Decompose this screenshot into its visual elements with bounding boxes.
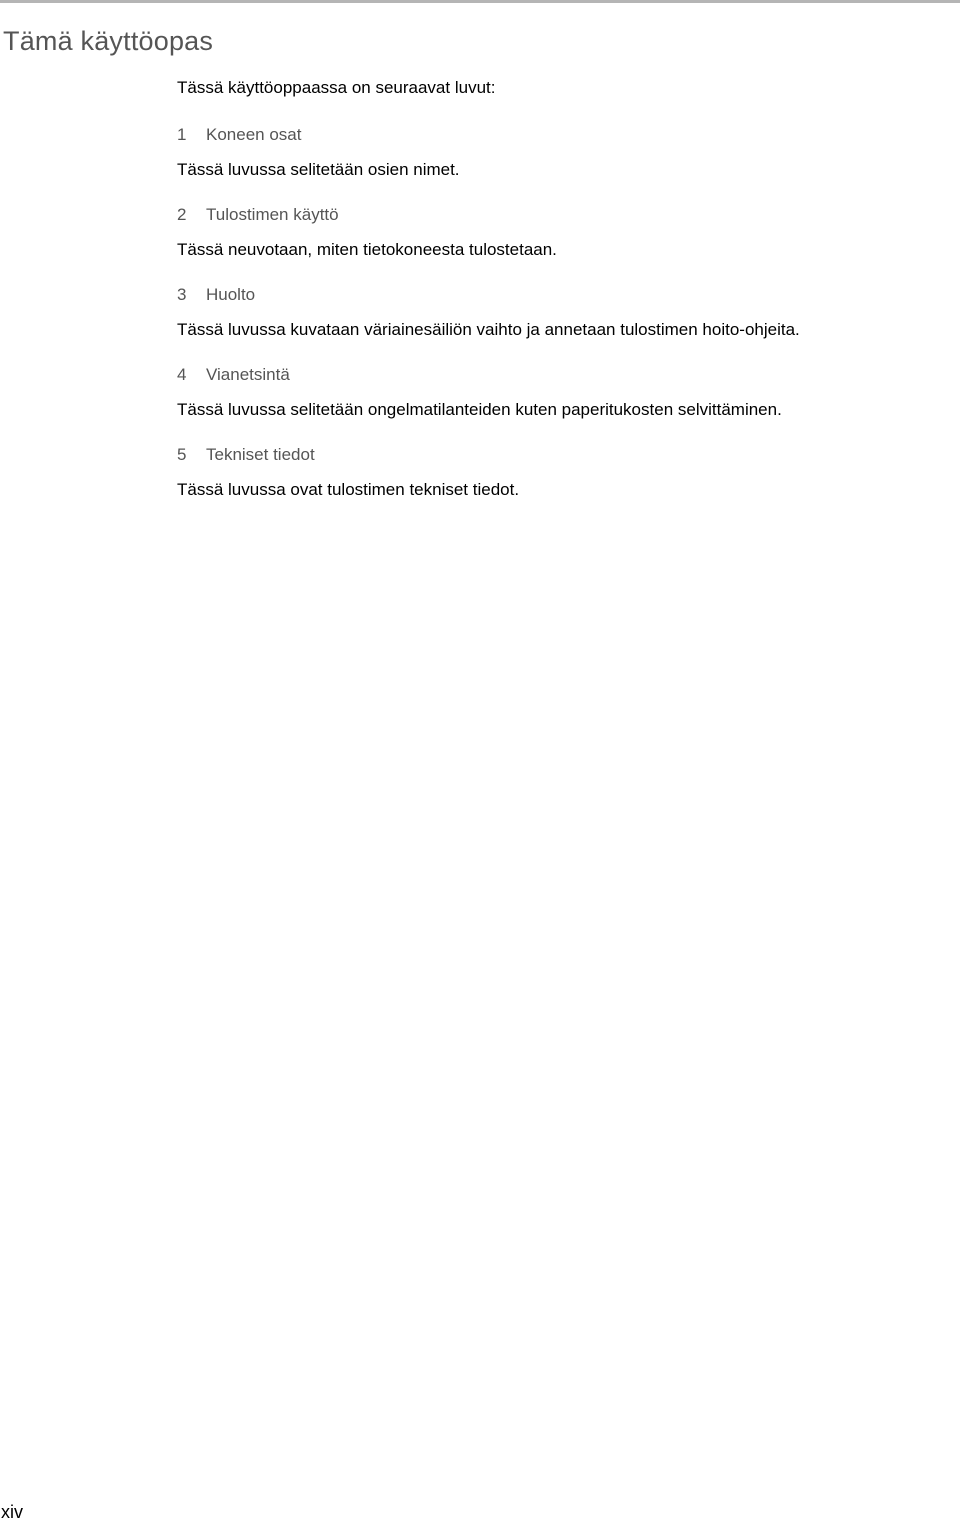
intro-text: Tässä käyttöoppaassa on seuraavat luvut: [177, 78, 496, 97]
chapter-description: Tässä luvussa kuvataan väriainesäiliön vaihto ja annetaan tulostimen hoito-ohjeita. [177, 320, 800, 339]
chapter-number: 5 [177, 445, 187, 464]
chapter-heading [177, 124, 957, 145]
chapter-heading [177, 204, 957, 225]
chapter-heading [177, 444, 957, 465]
top-rule [0, 0, 960, 3]
chapter-number: 1 [177, 125, 187, 144]
chapter-number: 4 [177, 365, 187, 384]
chapter-description: Tässä luvussa ovat tulostimen tekniset tiedot. [177, 480, 520, 499]
chapter-item [177, 444, 957, 500]
chapter-title: Huolto [206, 285, 256, 304]
chapter-title: Tekniset tiedot [206, 445, 315, 464]
chapter-heading [177, 284, 957, 305]
chapter-item [177, 124, 957, 180]
chapter-item [177, 204, 957, 260]
chapter-number: 2 [177, 205, 187, 224]
chapter-item [177, 284, 957, 340]
chapter-title: Vianetsintä [206, 365, 290, 384]
chapter-description: Tässä neuvotaan, miten tietokoneesta tulostetaan. [177, 240, 557, 259]
chapter-number: 3 [177, 285, 187, 304]
chapter-heading [177, 364, 957, 385]
page-number: xiv [1, 1502, 23, 1522]
chapter-title: Koneen osat [206, 125, 302, 144]
chapter-description: Tässä luvussa selitetään osien nimet. [177, 160, 460, 179]
chapter-item [177, 364, 957, 420]
page-title: Tämä käyttöopas [3, 26, 214, 56]
chapter-description: Tässä luvussa selitetään ongelmatilanteiden kuten paperitukosten selvittäminen. [177, 400, 782, 419]
chapter-title: Tulostimen käyttö [206, 205, 339, 224]
